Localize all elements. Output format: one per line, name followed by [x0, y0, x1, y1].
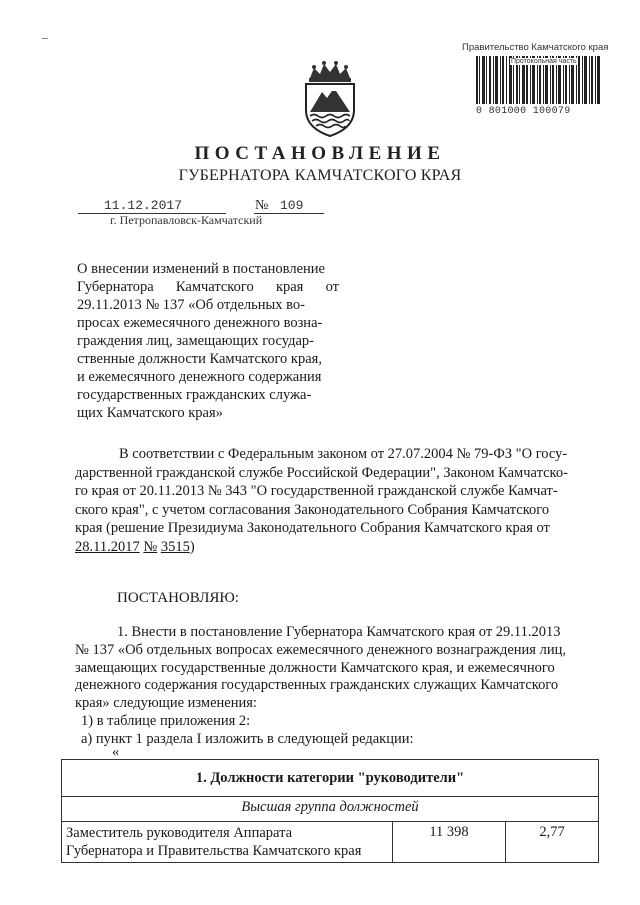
number-sign: № — [255, 198, 269, 213]
subject-line: граждения лиц, замещающих государ- — [77, 333, 314, 349]
preamble-line: го края от 20.11.2013 № 343 "О государственной гражданской службе Камчат- — [75, 483, 558, 499]
document-subtitle: ГУБЕРНАТОРА КАМЧАТСКОГО КРАЯ — [178, 167, 462, 184]
document-number: 109 — [280, 198, 304, 213]
stamp-organization: Правительство Камчатского края — [462, 42, 609, 53]
preamble-paragraph — [75, 445, 597, 556]
body-line: 1. Внести в постановление Губернатора Камчатского края от 29.11.2013 — [117, 624, 561, 640]
decision-number: 3515 — [160, 538, 190, 555]
coat-of-arms-emblem — [302, 60, 358, 138]
subject-line: Губернатора Камчатского края от — [77, 279, 339, 295]
table-row — [62, 822, 599, 863]
subject-line: щих Камчатского края» — [77, 405, 223, 421]
body-line: денежного содержания государственных гражданских служащих Камчатского — [75, 677, 559, 694]
closing-paren: ) — [189, 538, 195, 555]
stamp-part-label: Протокольная часть — [511, 58, 577, 65]
body-line: 1) в таблице приложения 2: — [81, 712, 251, 729]
preamble-last-line — [75, 538, 597, 557]
position-name-line: Заместитель руководителя Аппарата — [66, 825, 293, 841]
barcode-number: 0 801000 100079 — [476, 106, 571, 117]
body-line: а) пункт 1 раздела I изложить в следующей редакции: — [81, 730, 414, 747]
number-underline — [254, 213, 324, 214]
subject-line: О внесении изменений в постановление — [77, 261, 325, 277]
decision-number-sign: № — [143, 538, 158, 555]
subject-line: государственных гражданских служа- — [77, 387, 312, 403]
preamble-line: дарственной гражданской службе Российской Федерации", Законом Камчатско- — [75, 464, 568, 481]
position-name-line: Губернатора и Правительства Камчатского края — [66, 843, 362, 859]
table-group-label: Высшая группа должностей — [62, 797, 599, 822]
document-city: г. Петропавловск-Камчатский — [110, 213, 263, 227]
table-group-row — [62, 797, 599, 822]
decree-word: ПОСТАНОВЛЯЮ: — [117, 590, 239, 606]
opening-quote: « — [112, 744, 120, 760]
table-header: 1. Должности категории "руководители" — [62, 760, 599, 797]
salary-value-cell: 11 398 — [393, 822, 506, 863]
document-title: ПОСТАНОВЛЕНИЕ — [194, 143, 446, 164]
table-header-row — [62, 760, 599, 797]
positions-table — [61, 759, 599, 863]
subject-line: просах ежемесячного денежного возна- — [77, 315, 323, 331]
subject-line: ственные должности Камчатского края, — [77, 351, 322, 367]
subject-line: 29.11.2013 № 137 «Об отдельных во- — [77, 297, 305, 313]
body-line: замещающих государственные должности Камчатского края, и ежемесячного — [75, 659, 555, 676]
position-name-cell — [62, 822, 393, 863]
decision-date: 28.11.2017 — [75, 538, 140, 555]
body-line: № 137 «Об отдельных вопросах ежемесячного денежного вознаграждения лиц, — [75, 641, 566, 658]
coefficient-value-cell: 2,77 — [506, 822, 599, 863]
document-date: 11.12.2017 — [104, 198, 183, 213]
preamble-line: ского края", с учетом согласования Законодательного Собрания Камчатского — [75, 501, 550, 518]
subject-line: и ежемесячного денежного содержания — [77, 369, 322, 385]
document-subject — [77, 260, 339, 422]
decree-body — [75, 624, 597, 749]
body-line: края» следующие изменения: — [75, 695, 257, 712]
page-mark — [42, 38, 48, 39]
preamble-line: края (решение Президиума Законодательного Собрания Камчатского края от — [75, 520, 550, 536]
preamble-line: В соответствии с Федеральным законом от 27.07.2004 № 79-ФЗ "О госу- — [119, 446, 568, 462]
